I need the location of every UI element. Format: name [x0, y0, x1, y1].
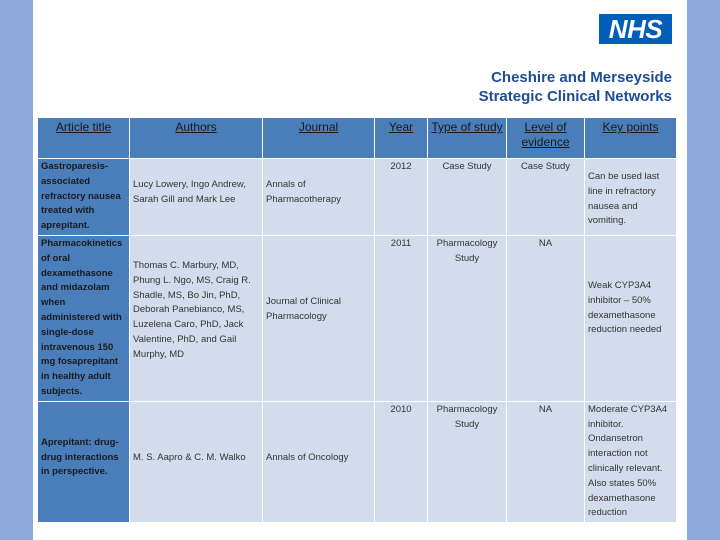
- article-title-cell: Gastroparesis-associated refractory nausea treated with aprepitant.: [38, 159, 130, 236]
- header-year: Year: [375, 118, 428, 159]
- authors-cell: [130, 235, 263, 401]
- article-title-text: Aprepitant: drug-drug interactions in perspective.: [41, 436, 119, 478]
- organisation-name: [479, 68, 672, 106]
- year-cell: 2012: [375, 159, 428, 236]
- key-points-text: Can be used last line in refractory nausea and vomiting.: [588, 171, 660, 227]
- year-cell: 2010: [375, 401, 428, 522]
- header-authors: Authors: [130, 118, 263, 159]
- authors-text: Thomas C. Marbury, MD, Phung L. Ngo, MS, Craig R. Shadle, MS, Bo Jin, PhD, Deborah Panebianco, MS, Luzelena Caro, PhD, Jack Valentine, PhD, and Gail Murphy, MD: [133, 259, 251, 360]
- authors-cell: [130, 159, 263, 236]
- journal-text: Journal of Clinical Pharmacology: [266, 295, 341, 322]
- header-type-of-study: Type of study: [428, 118, 507, 159]
- key-points-cell: [585, 159, 677, 236]
- org-name-line-2: Strategic Clinical Networks: [478, 88, 672, 105]
- table-row: [38, 159, 677, 236]
- nhs-logo: NHS: [599, 14, 672, 44]
- type-of-study-cell: Case Study: [428, 159, 507, 236]
- journal-text: Annals of Pharmacotherapy: [266, 179, 341, 205]
- year-cell: 2011: [375, 235, 428, 401]
- authors-text: Lucy Lowery, Ingo Andrew, Sarah Gill and Mark Lee: [133, 179, 246, 205]
- slide: [33, 0, 687, 540]
- journal-cell: [263, 235, 375, 401]
- table-row: [38, 235, 677, 401]
- article-title-cell: Pharmacokinetics of oral dexamethasone and midazolam when administered with single-dose intravenous 150 mg fosaprepitant in healthy adult subjects.: [38, 235, 130, 401]
- level-of-evidence-cell: Case Study: [507, 159, 585, 236]
- key-points-cell: Moderate CYP3A4 inhibitor. Ondansetron interaction not clinically relevant. Also states 50% dexamethasone reduction: [585, 401, 677, 522]
- table-header-row: [38, 118, 677, 159]
- header-article-title: Article title: [38, 118, 130, 159]
- journal-text: Annals of Oncology: [266, 451, 349, 463]
- articles-table: [37, 117, 677, 523]
- journal-cell: [263, 401, 375, 522]
- authors-text: M. S. Aapro & C. M. Walko: [133, 451, 246, 463]
- journal-cell: [263, 159, 375, 236]
- org-name-line-1: Cheshire and Merseyside: [491, 69, 672, 86]
- key-points-cell: [585, 235, 677, 401]
- header-key-points: Key points: [585, 118, 677, 159]
- key-points-text: Weak CYP3A4 inhibitor – 50% dexamethasone reduction needed: [588, 279, 662, 336]
- type-of-study-cell: Pharmacology Study: [428, 235, 507, 401]
- level-of-evidence-cell: NA: [507, 235, 585, 401]
- header-journal: Journal: [263, 118, 375, 159]
- authors-cell: [130, 401, 263, 522]
- type-of-study-cell: Pharmacology Study: [428, 401, 507, 522]
- table-row: [38, 401, 677, 522]
- article-title-cell: [38, 401, 130, 522]
- level-of-evidence-cell: NA: [507, 401, 585, 522]
- header-level-of-evidence: Level of evidence: [507, 118, 585, 159]
